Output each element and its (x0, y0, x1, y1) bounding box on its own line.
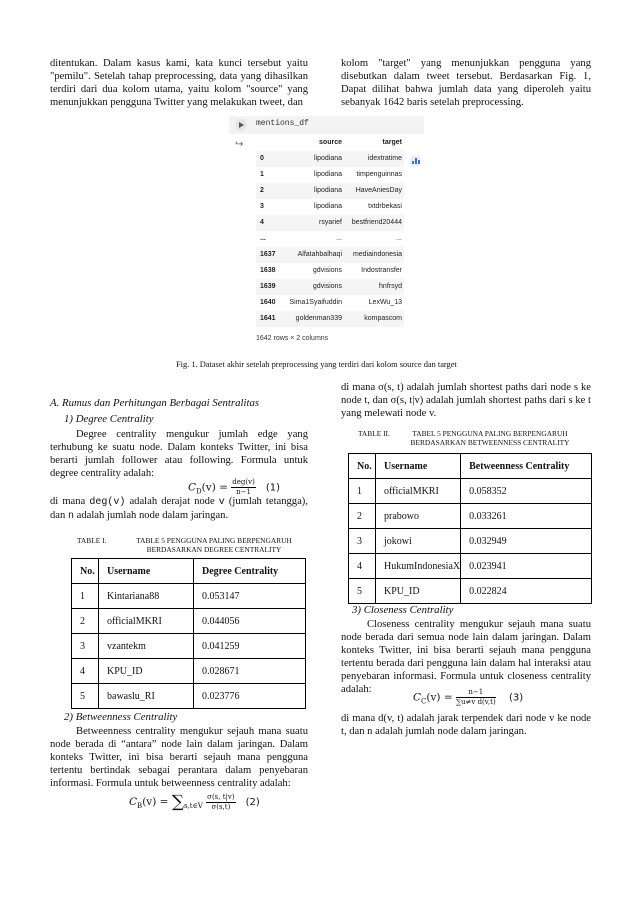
cell: 3 (349, 529, 376, 554)
top-right-paragraph: kolom "target" yang menunjukkan pengguna yang disebutkan dalam tweet tersebut. Berdasarkan Fig. 1, Dapat dilihat bahwa jumlah data yang diperoleh yaitu sebanyak 1642 baris setelah preprocessing. (341, 58, 591, 108)
eq2-num: σ(s, t|v) (207, 792, 235, 801)
row-index: 2 (260, 187, 264, 194)
table2-title (400, 429, 580, 447)
row-index: 1640 (260, 299, 276, 306)
cell: 2 (72, 609, 99, 634)
eq2-den: σ(s,t) (211, 802, 231, 811)
row-source: rsyarief (319, 219, 342, 226)
table-row (349, 529, 592, 554)
code-text: mentions_df (256, 119, 309, 128)
row-source: gdvisions (312, 267, 342, 274)
header-cell: Degree Centrality (194, 559, 306, 584)
row-index: 4 (260, 219, 264, 226)
cell: vzantekm (99, 634, 194, 659)
cell: 0.023941 (461, 554, 592, 579)
row-index: 1639 (260, 283, 276, 290)
output-arrow-icon: ↪ (235, 139, 244, 150)
row-target: LexWu_13 (368, 299, 402, 306)
betweenness-explanation: di mana σ(s, t) adalah jumlah shortest paths dari node s ke node t, dan σ(s, t|v) adalah jumlah shortest paths dari s ke t yang melewati node v. (341, 382, 591, 419)
cell: 1 (72, 584, 99, 609)
eq2-number: (2) (245, 797, 260, 808)
cell: 0.033261 (461, 504, 592, 529)
table1-title-line: TABLE 5 PENGGUNA PALING BERPENGARUH (136, 536, 292, 545)
cell: 0.023776 (194, 684, 306, 709)
table2-label: TABLE II. (358, 429, 390, 438)
row-index: 1 (260, 171, 264, 178)
table-row (256, 231, 404, 247)
table-row (256, 151, 404, 167)
text-run: adalah derajat node (129, 496, 215, 507)
cell: 0.041259 (194, 634, 306, 659)
header-cell: Betweenness Centrality (461, 454, 592, 479)
table-row (349, 479, 592, 504)
row-target: ... (396, 235, 402, 242)
run-cell-icon[interactable] (235, 119, 247, 131)
eq3-den: ∑u≠v d(v,t) (456, 698, 496, 706)
subsection-betweenness-title: 2) Betweenness Centrality (64, 711, 178, 723)
cell: 0.044056 (194, 609, 306, 634)
table-row (256, 199, 404, 215)
table-header-row (349, 454, 592, 479)
notebook-figure (229, 116, 424, 354)
closeness-paragraph: Closeness centrality mengukur sejauh mana suatu node berada dari semua node lain dalam jaringan. Dalam konteks Twitter, ini bisa berarti sejauh mana pengguna tertentu berada dari pengguna lain dalam hal interaksi atau penyebaran informasi. Formula untuk closeness centrality adalah: (341, 619, 591, 695)
row-source: lipodiana (313, 171, 342, 178)
subsection-degree-title: 1) Degree Centrality (64, 413, 154, 425)
text-run: adalah jumlah node dalam jaringan. (76, 510, 229, 521)
eq1-arg: (v) = (201, 481, 228, 494)
row-target: mediaindonesia (352, 251, 402, 258)
row-source: lipodiana (313, 187, 342, 194)
row-source: Alfatahbalhaqi (297, 251, 342, 258)
row-index: 1637 (260, 251, 276, 258)
table-row (72, 634, 306, 659)
dataframe-header-row (256, 135, 404, 151)
row-index: 3 (260, 203, 264, 210)
cell: officialMKRI (376, 479, 461, 504)
eq3-lhs: C (413, 691, 422, 704)
table-row (256, 167, 404, 183)
cell: jokowi (376, 529, 461, 554)
table-row (72, 584, 306, 609)
cell: KPU_ID (376, 579, 461, 604)
betweenness-table (348, 453, 592, 604)
row-target: kompascom (364, 315, 402, 322)
eq2-sub: B (137, 802, 143, 811)
header-cell: Username (99, 559, 194, 584)
table-row (349, 504, 592, 529)
eq2-arg: (v) = (142, 796, 169, 808)
table-header-row (72, 559, 306, 584)
top-left-paragraph: ditentukan. Dalam kasus kami, kata kunci tersebut yaitu "pemilu". Setelah tahap preprocessing, data yang dihasilkan terdiri dari dua kolom utama, yaitu kolom "source" yang menunjukkan pengguna Twitter yang melakukan tweet, dan (50, 58, 308, 108)
eq1-den: n−1 (236, 488, 251, 496)
cell: bawaslu_RI (99, 684, 194, 709)
row-index: 0 (260, 155, 264, 162)
cell: KPU_ID (99, 659, 194, 684)
cell: 4 (72, 659, 99, 684)
cell: 2 (349, 504, 376, 529)
cell: 4 (349, 554, 376, 579)
degree-table (71, 558, 306, 709)
table-row (256, 215, 404, 231)
equation-closeness (413, 688, 523, 707)
eq2-lhs: C (129, 796, 138, 808)
eq1-num: deg(v) (232, 478, 255, 486)
row-source: lipodiana (313, 203, 342, 210)
subsection-closeness-title: 3) Closeness Centrality (352, 604, 454, 616)
code-run: deg(v) (89, 497, 126, 508)
degree-paragraph: Degree centrality mengukur jumlah edge yang terhubung ke suatu node. Dalam konteks Twitter, ini bisa berarti jumlah follower atau following. Formula untuk degree centrality adalah: (50, 429, 308, 479)
row-index: ... (260, 235, 266, 242)
cell: 0.058352 (461, 479, 592, 504)
table-row (349, 554, 592, 579)
table-row (72, 609, 306, 634)
cell: 1 (349, 479, 376, 504)
table1-label: TABLE I. (77, 536, 107, 545)
table2-title-line: BERDASARKAN BETWEENNESS CENTRALITY (410, 438, 570, 447)
dataframe-summary: 1642 rows × 2 columns (256, 335, 329, 342)
table-row (256, 279, 404, 295)
cell: 5 (72, 684, 99, 709)
header-cell: No. (72, 559, 99, 584)
row-source: ... (336, 235, 342, 242)
cell: Kintariana88 (99, 584, 194, 609)
row-target: timpenguinnas (356, 171, 402, 178)
eq3-fraction (456, 688, 496, 707)
row-target: bestfriend20444 (351, 219, 402, 226)
betweenness-paragraph: Betweenness centrality mengukur sejauh mana suatu node berada di “antara” node lain dalam jaringan. Dalam konteks Twitter, ini bisa berarti sejauh mana pengguna tertentu bertindak sebagai perantara dalam penyebaran informasi. Formula untuk betweenness centrality adalah: (50, 726, 308, 789)
code-run: n (67, 511, 74, 522)
row-source: goldenman339 (295, 315, 342, 322)
header-cell: No. (349, 454, 376, 479)
row-index: 1641 (260, 315, 276, 322)
cell: 0.028671 (194, 659, 306, 684)
text-run: (jumlah tetangga), dan (50, 496, 308, 521)
section-heading: A. Rumus dan Perhitungan Berbagai Sentralitas (50, 397, 260, 409)
row-target: HaveAniesDay (355, 187, 402, 194)
eq3-num: n−1 (456, 688, 496, 698)
eq3-sub: C (421, 697, 427, 706)
header-cell: Username (376, 454, 461, 479)
cell: prabowo (376, 504, 461, 529)
table-row (256, 183, 404, 199)
row-source: lipodiana (313, 155, 342, 162)
table-row (256, 311, 404, 327)
table-row (72, 684, 306, 709)
text-run: di mana (50, 496, 86, 507)
eq2-sum-sub: s,t∈V (183, 802, 203, 811)
eq2-fraction (206, 793, 235, 812)
cell: officialMKRI (99, 609, 194, 634)
table-row (256, 247, 404, 263)
table-row (256, 295, 404, 311)
row-target: hnfrsyd (379, 283, 402, 290)
eq2-sum: ∑ (171, 792, 184, 812)
eq1-sub: D (196, 487, 202, 496)
table2-title-line: TABEL 5 PENGGUNA PALING BERPENGARUH (412, 429, 568, 438)
degree-explanation (50, 495, 308, 523)
cell: 5 (349, 579, 376, 604)
table1-title (119, 536, 309, 554)
header-target: target (382, 139, 402, 146)
cell: 0.053147 (194, 584, 306, 609)
row-index: 1638 (260, 267, 276, 274)
row-target: Indostransfer (361, 267, 402, 274)
closeness-explanation: di mana d(v, t) adalah jarak terpendek dari node v ke node t, dan n adalah jumlah node dalam jaringan. (341, 713, 591, 737)
equation-betweenness (129, 792, 260, 812)
cell: HukumIndonesiaX (376, 554, 461, 579)
cell: 3 (72, 634, 99, 659)
eq1-number: (1) (265, 482, 280, 494)
row-source: gdvisions (312, 283, 342, 290)
table-row (72, 659, 306, 684)
code-run: v (218, 497, 225, 508)
header-source: source (319, 139, 342, 146)
table-row (256, 263, 404, 279)
eq3-number: (3) (509, 692, 524, 704)
row-target: txtdrbekasi (368, 203, 402, 210)
suggest-chart-icon[interactable] (410, 156, 420, 166)
eq1-lhs: C (188, 481, 197, 494)
table-row (349, 579, 592, 604)
cell: 0.032949 (461, 529, 592, 554)
cell: 0.022824 (461, 579, 592, 604)
eq3-arg: (v) = (426, 691, 453, 704)
table1-title-line: BERDASARKAN DEGREE CENTRALITY (146, 545, 282, 554)
row-source: Sima1Syaifuddin (289, 299, 342, 306)
row-target: idextratime (367, 155, 402, 162)
code-cell (229, 116, 424, 134)
figure-caption: Fig. 1. Dataset akhir setelah preprocessing yang terdiri dari kolom source dan target (176, 360, 457, 369)
